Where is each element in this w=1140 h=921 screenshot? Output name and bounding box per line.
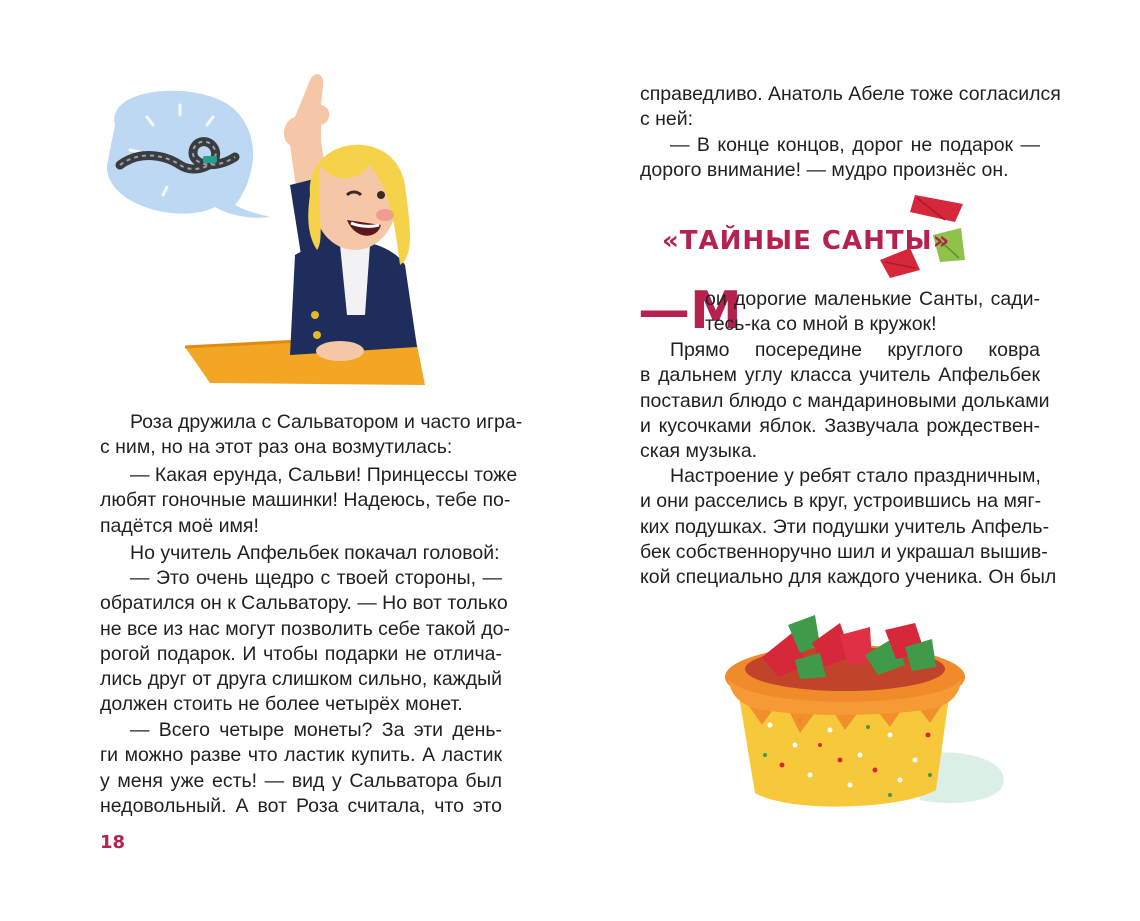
text-line: ги можно разве что ластик купить. А ластик — [100, 744, 502, 767]
text-line: падётся моё имя! — [100, 514, 259, 537]
text-line: кой специально для каждого ученика. Он был — [640, 566, 1057, 589]
text-line: Роза дружила с Сальватором и часто игра- — [130, 411, 523, 433]
text-line: — Всего четыре монеты? За эти день- — [130, 719, 502, 741]
text-line: не все из нас могут позволить себе такой до- — [100, 617, 510, 640]
text-line: поставил блюдо с мандариновыми дольками — [640, 389, 1050, 412]
text-line: недовольный. А вот Роза считала, что это — [100, 794, 502, 817]
right-paragraph-3 — [640, 464, 1057, 590]
dropcap: —М — [638, 281, 742, 341]
text-line: и они расселись в круг, устроившись на мяг- — [640, 490, 1042, 513]
text-line: обратился он к Сальватору. — Но вот только — [100, 592, 508, 615]
thought-bubble — [107, 91, 270, 218]
chapter-heading: «ТАЙНЫЕ САНТЫ» — [662, 226, 951, 256]
text-line: в дальнем углу класса учитель Апфельбек — [640, 364, 1040, 387]
text-line: справедливо. Анатоль Абеле тоже согласился — [640, 83, 1061, 105]
basket-illustration — [700, 605, 1020, 820]
text-line: Настроение у ребят стало праздничным, — [670, 465, 1041, 487]
right-dropcap-paragraph — [705, 287, 1040, 338]
right-quote-paragraph — [640, 133, 1040, 184]
text-line: тесь-ка со мной в кружок! — [705, 313, 937, 336]
text-line: ская музыка. — [640, 440, 758, 463]
left-paragraph-3 — [100, 541, 502, 566]
text-line: — Какая ерунда, Сальви! Принцессы тоже — [130, 464, 518, 486]
text-line: ких подушках. Эти подушки учитель Апфель- — [640, 515, 1050, 538]
right-intro-paragraph — [640, 82, 1061, 133]
text-line: и кусочками яблок. Зазвучала рождествен- — [640, 414, 1040, 437]
text-line: — Это очень щедро с твоей стороны, — — [130, 567, 502, 589]
text-line: с ней: — [640, 108, 694, 131]
left-paragraph-2 — [100, 463, 518, 539]
text-line: любят гоночные машинки! Надеюсь, тебе по- — [100, 489, 511, 512]
text-line: ои дорогие маленькие Санты, сади- — [705, 288, 1040, 310]
text-line: Прямо посередине круглого ковра — [670, 339, 1040, 361]
page-number: 18 — [100, 832, 126, 853]
text-line: с ним, но на этот раз она возмутилась: — [100, 436, 453, 459]
text-line: должен стоить не более четырёх монет. — [100, 693, 463, 716]
text-line: дорого внимание! — мудро произнёс он. — [640, 159, 1009, 182]
left-paragraph-1 — [100, 410, 523, 461]
text-line: Но учитель Апфельбек покачал головой: — [130, 542, 500, 564]
text-line: лись друг от друга слишком сильно, каждый — [100, 668, 502, 691]
left-paragraph-5 — [100, 718, 502, 819]
text-line: бек собственноручно шил и украшал вышив- — [640, 540, 1048, 563]
left-paragraph-4 — [100, 566, 510, 718]
text-line: — В конце концов, дорог не подарок — — [670, 134, 1040, 156]
text-line: у меня уже есть! — вид у Сальватора был — [100, 769, 502, 792]
right-paragraph-2 — [640, 338, 1050, 464]
girl-illustration — [85, 65, 425, 385]
text-line: рогой подарок. И чтобы подарки не отлича- — [100, 642, 502, 665]
